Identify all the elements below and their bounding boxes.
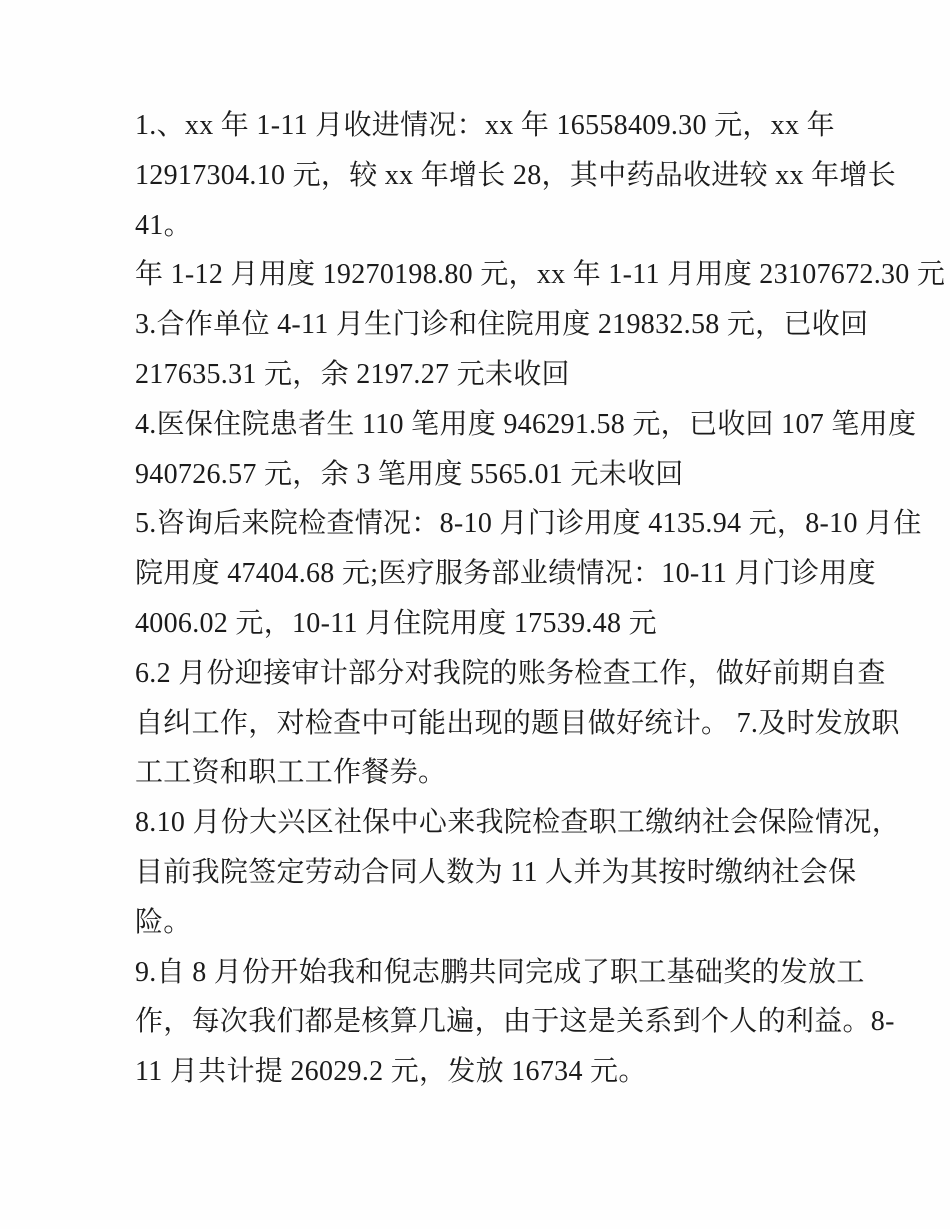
text-line: 1.、xx 年 1-11 月收进情况：xx 年 16558409.30 元，xx 年 — [135, 110, 835, 141]
text-line: 3.合作单位 4-11 月生门诊和住院用度 219832.58 元，已收回 — [135, 309, 869, 341]
text-line: 6.2 月份迎接审计部分对我院的账务检查工作，做好前期自查 — [135, 657, 886, 689]
text-line: 11 月共计提 26029.2 元，发放 16734 元。 — [135, 1056, 647, 1088]
text-line: 4006.02 元，10-11 月住院用度 17539.48 元 — [135, 607, 657, 639]
text-line: 自纠工作，对检查中可能出现的题目做好统计。 7.及时发放职 — [135, 707, 900, 739]
text-line: 工工资和职工工作餐券。 — [135, 757, 447, 789]
text-line: 险。 — [135, 906, 192, 938]
text-line: 目前我院签定劳动合同人数为 11 人并为其按时缴纳社会保 — [135, 856, 857, 888]
document-body — [135, 101, 946, 1097]
text-line: 院用度 47404.68 元;医疗服务部业绩情况：10-11 月门诊用度 — [135, 558, 876, 590]
text-line: 作，每次我们都是核算几遍，由于这是关系到个人的利益。8- — [135, 1006, 895, 1038]
text-line: 8.10 月份大兴区社保中心来我院检查职工缴纳社会保险情况， — [135, 807, 901, 839]
text-line: 12917304.10 元，较 xx 年增长 28，其中药品收进较 xx 年增长 — [135, 159, 897, 191]
text-line: 年 1-12 月用度 19270198.80 元，xx 年 1-11 月用度 23107672.30 元 — [135, 259, 946, 291]
text-line: 940726.57 元，余 3 笔用度 5565.01 元未收回 — [135, 458, 684, 490]
text-line: 4.医保住院患者生 110 笔用度 946291.58 元，已收回 107 笔用度 — [135, 408, 917, 440]
text-line: 5.咨询后来院检查情况：8-10 月门诊用度 4135.94 元，8-10 月住 — [135, 508, 922, 540]
text-line: 9.自 8 月份开始我和倪志鹏共同完成了职工基础奖的发放工 — [135, 956, 865, 988]
text-line: 217635.31 元，余 2197.27 元未收回 — [135, 358, 570, 390]
text-line: 41。 — [135, 209, 192, 241]
